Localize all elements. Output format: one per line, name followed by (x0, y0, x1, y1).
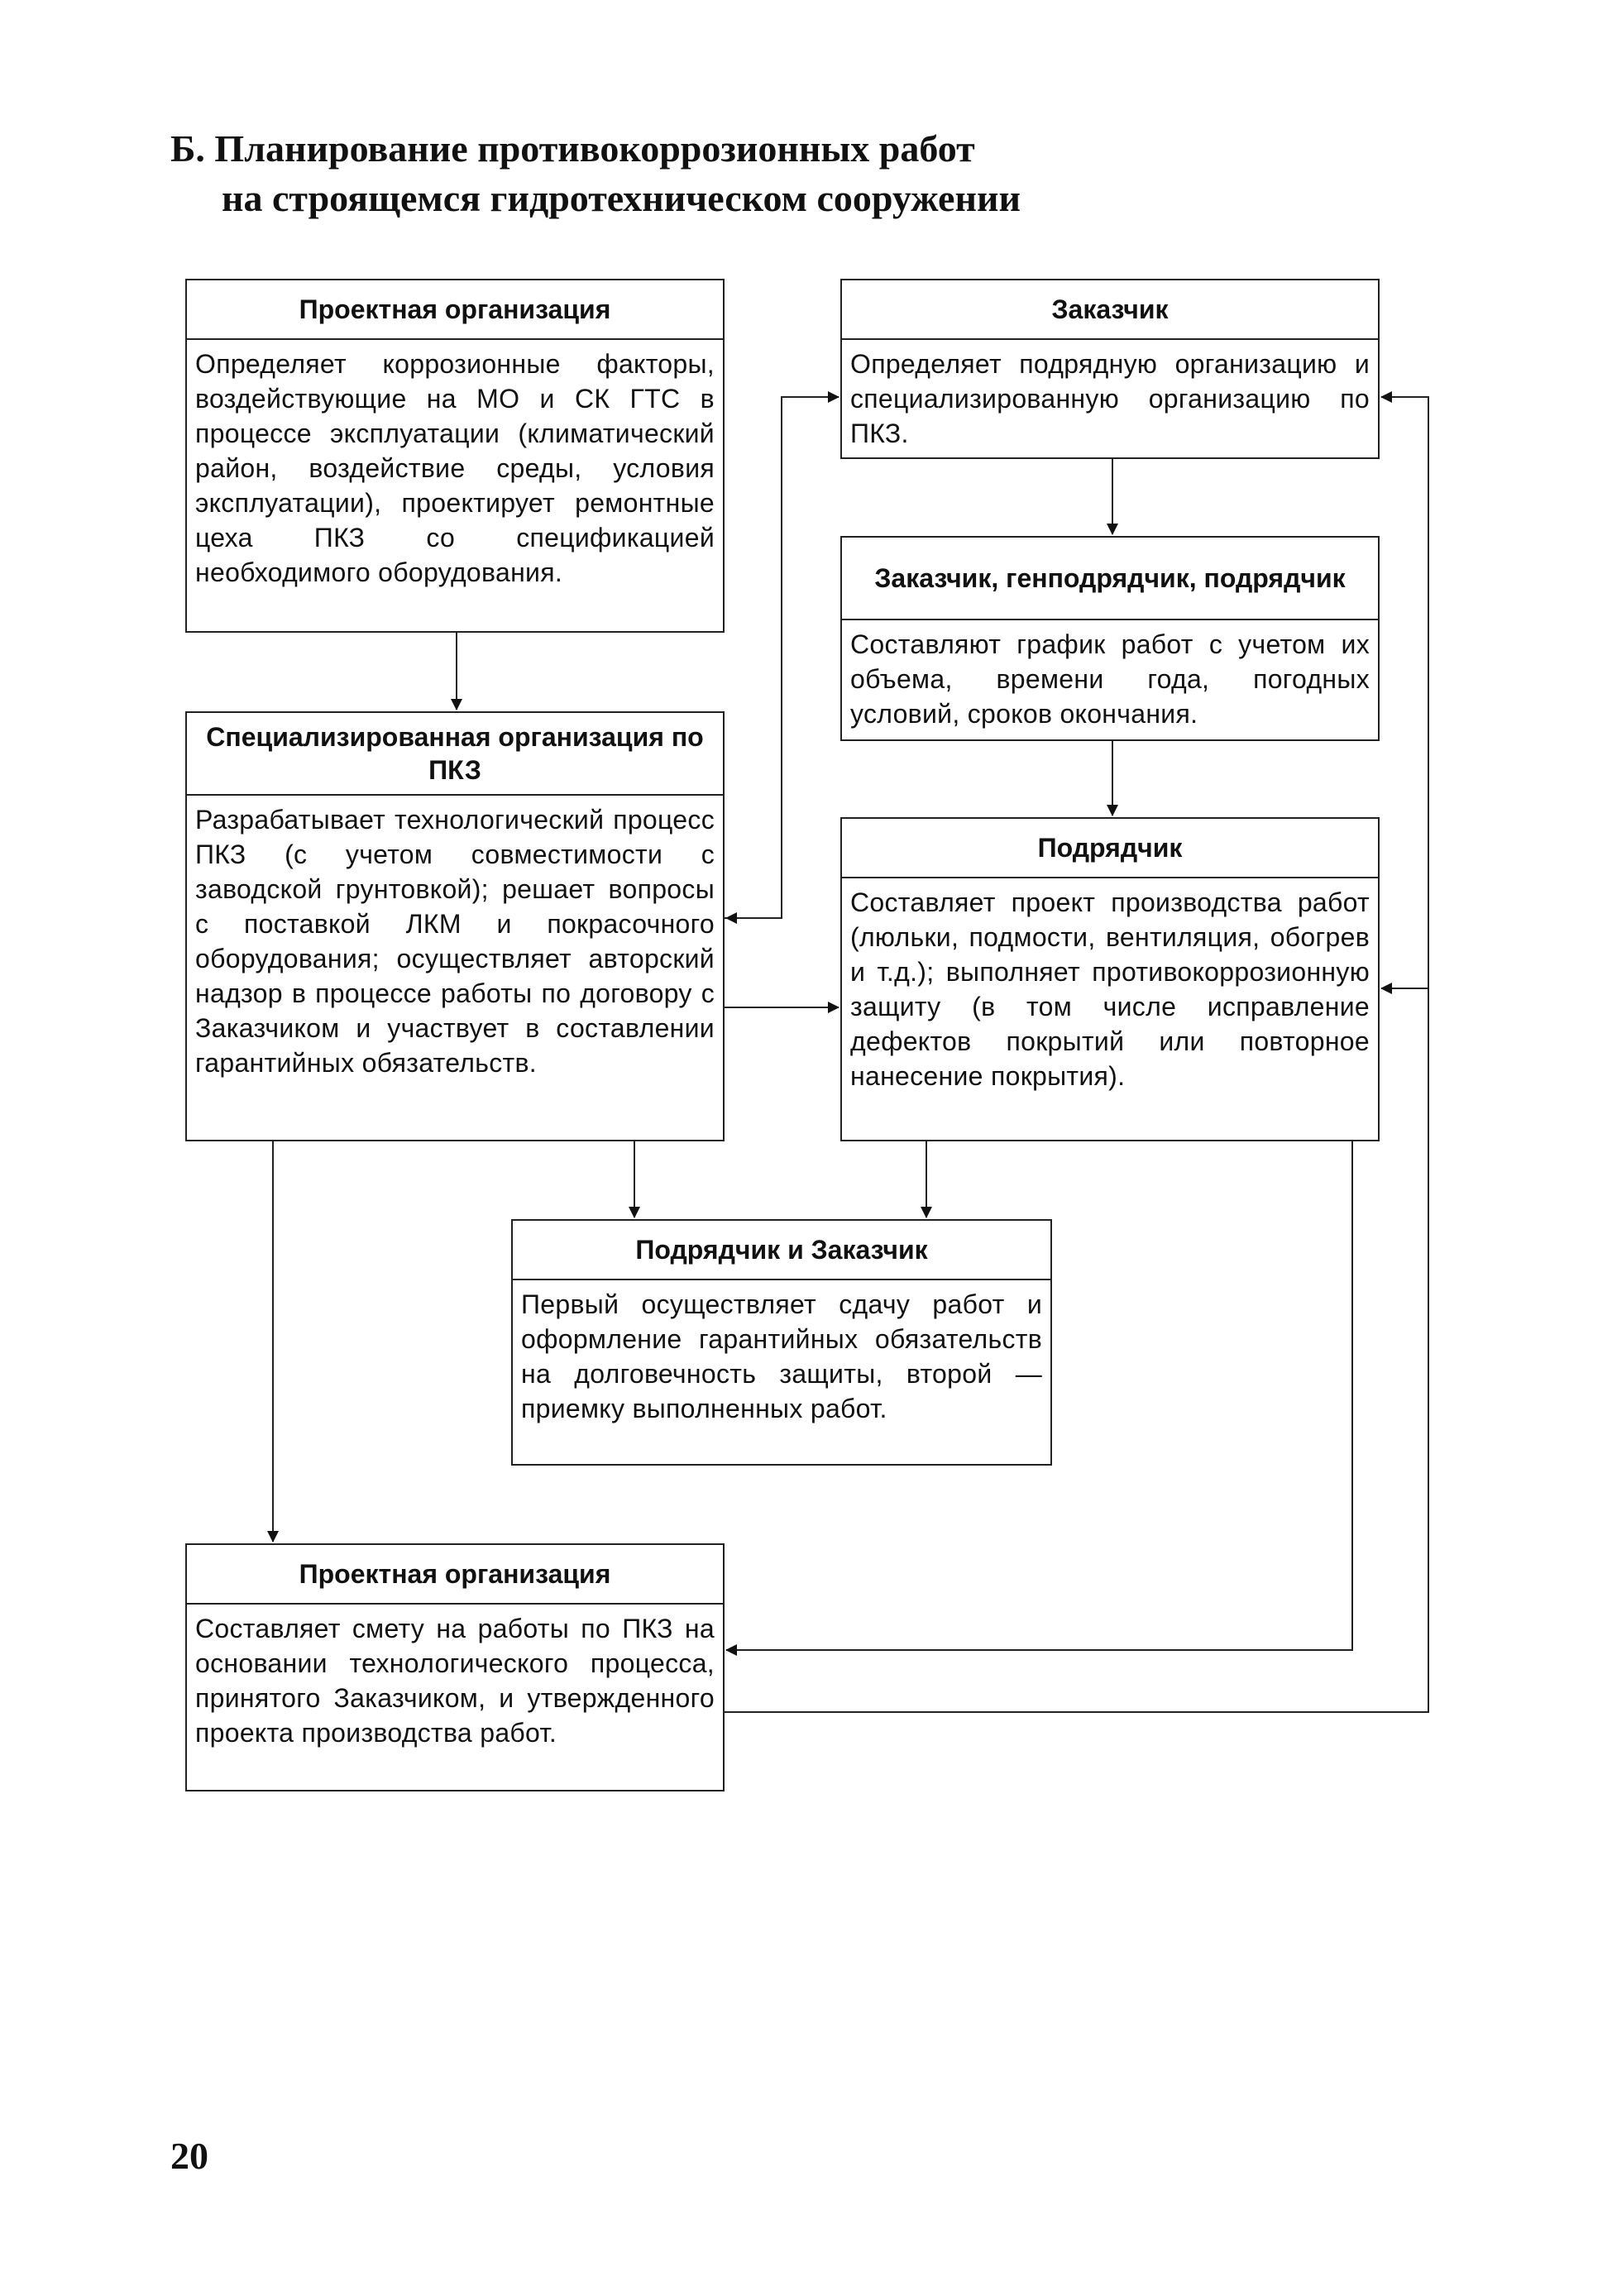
box-text: Составляет проект производства работ (люльки, подмости, вентиляция, обогрев и т.д.); выполняет противокоррозионную защиту (в том числе исправление дефектов покрытий или повторное нанесение покрытия). (850, 887, 1370, 1091)
box-heading: Заказчик (842, 280, 1378, 340)
box-heading: Заказчик, генподрядчик, подрядчик (842, 538, 1378, 620)
arrow-specialized-to-customer (725, 397, 839, 918)
box-text: Составляют график работ с учетом их объема, времени года, погодных условий, сроков окончания. (850, 629, 1370, 729)
arrow-contractor-to-estimate (726, 1141, 1352, 1650)
title-line-1: Б. Планирование противокоррозионных работ (170, 127, 975, 170)
box-heading: Проектная организация (187, 1545, 723, 1605)
box-heading: Проектная организация (187, 280, 723, 340)
box-text: Определяет коррозионные факторы, воздействующие на МО и СК ГТС в процессе эксплуатации (климатический район, воздействие среды, условия эксплуатации), проектирует ремонтные цеха ПКЗ со спецификацией необходимого оборудования. (195, 349, 715, 587)
arrow-estimate-to-customer (725, 397, 1428, 1712)
box-heading: Подрядчик (842, 819, 1378, 878)
title-line-2: на строящемся гидротехническом сооружении (222, 177, 1021, 219)
box-text: Разрабатывает технологический процесс ПКЗ (с учетом совместимости с заводской грунтовкой); решает вопросы с поставкой ЛКМ и покрасочного оборудования; осуществляет авторский надзор в процессе работы по договору с Заказчиком и участвует в составлении гарантийных обязательств. (195, 805, 715, 1078)
box-text: Определяет подрядную организацию и специализированную организацию по ПКЗ. (850, 349, 1370, 448)
page-number: 20 (170, 2135, 208, 2177)
box-heading: Специализированная организация по ПКЗ (187, 713, 723, 796)
box-text: Составляет смету на работы по ПКЗ на основании технологического процесса, принятого Заказчиком, и утвержденного проекта производства работ. (195, 1614, 715, 1748)
box-heading: Подрядчик и Заказчик (513, 1221, 1050, 1280)
box-text: Первый осуществляет сдачу работ и оформление гарантийных обязательств на долговечность защиты, второй — приемку выполненных работ. (521, 1289, 1042, 1423)
